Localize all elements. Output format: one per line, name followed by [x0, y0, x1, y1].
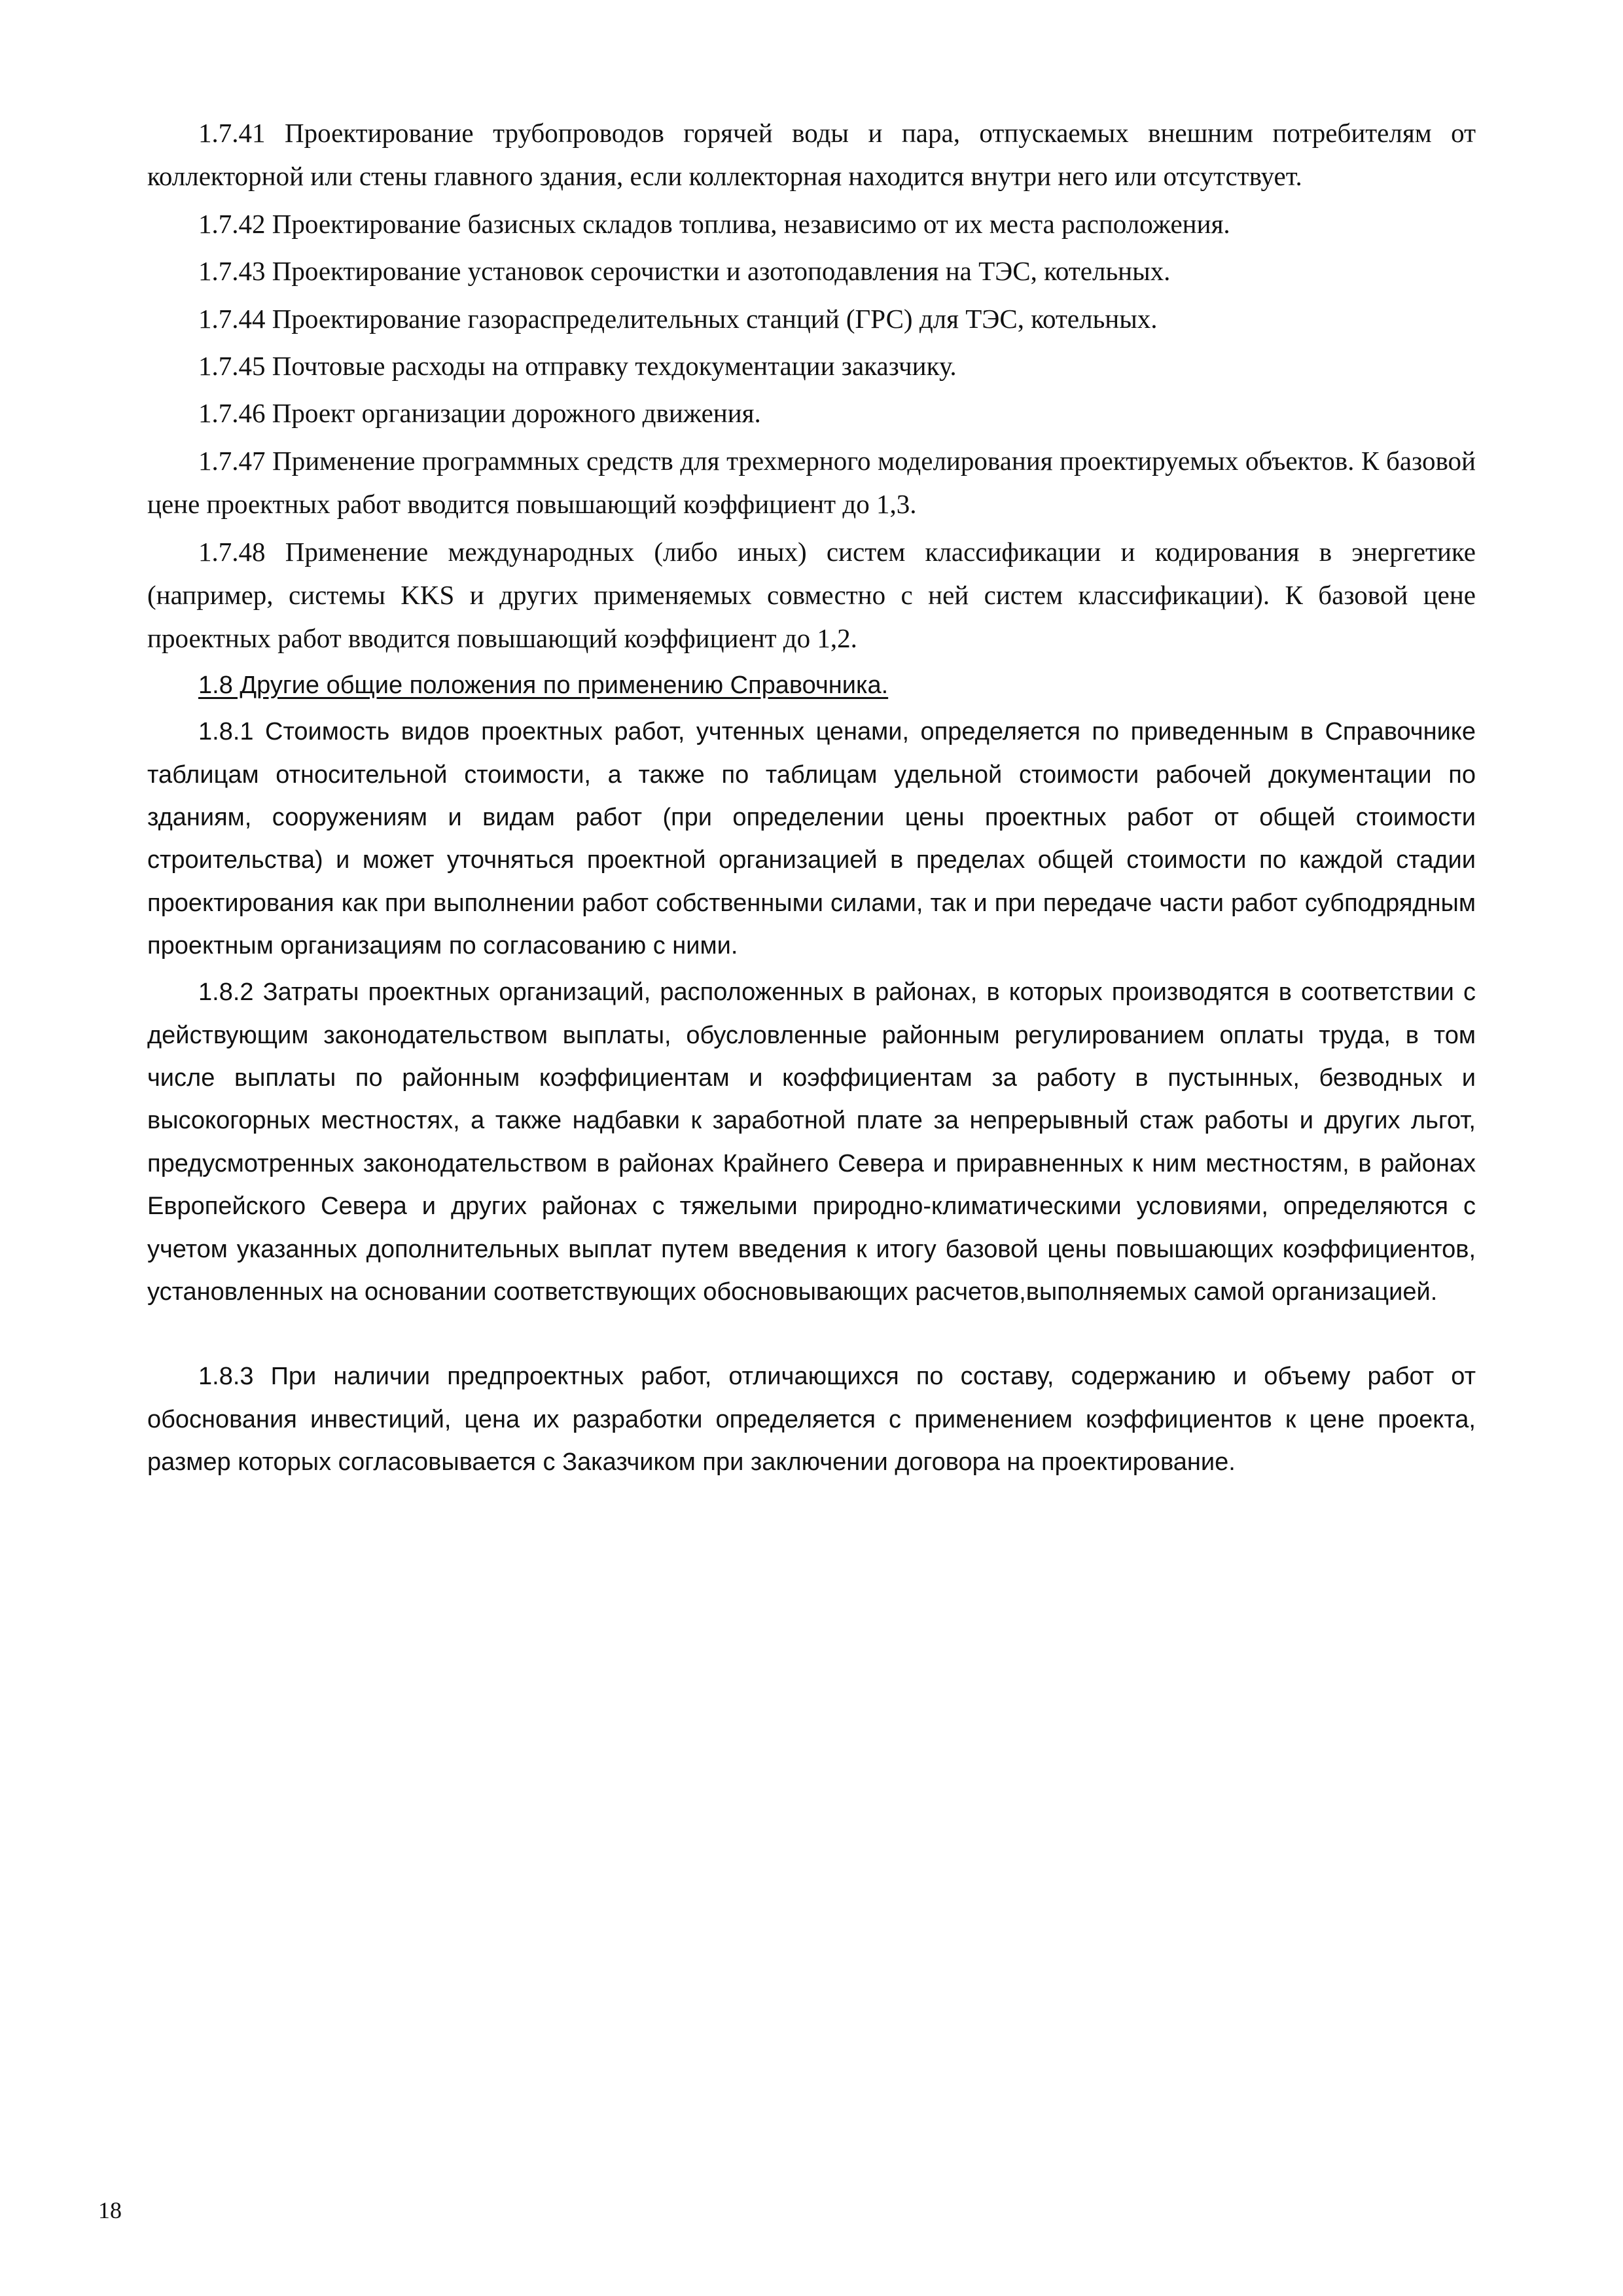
paragraph-1-7-48: 1.7.48 Применение международных (либо иных) систем классификации и кодирования в энергетике (например, системы KKS и других применяемых совместно с ней систем классификации). К базовой цене проектных работ вводится повышающий коэффициент до 1,2. — [147, 536, 1476, 654]
paragraph-1-7-41: 1.7.41 Проектирование трубопроводов горячей воды и пара, отпускаемых внешним потребителям от коллекторной или стены главного здания, если коллекторная находится внутри него или отсутствует. — [147, 118, 1476, 192]
section-heading-1-8: 1.8 Другие общие положения по применению Справочника. — [198, 671, 889, 699]
document-body — [147, 111, 1476, 1484]
paragraph-1-7-46: 1.7.46 Проект организации дорожного движения. — [198, 398, 761, 429]
paragraph-1-8-1: 1.8.1 Стоимость видов проектных работ, учтенных ценами, определяется по приведенным в Справочнике таблицам относительной стоимости, а также по таблицам удельной стоимости рабочей документации по зданиям, сооружениям и видам работ (при определении цены проектных работ от общей стоимости строительства) и может уточняться проектной организацией в пределах общей стоимости по каждой стадии проектирования как при выполнении работ собственными силами, так и при передаче части работ субподрядным проектным организациям по согласованию с ними. — [147, 718, 1476, 960]
paragraph-spacer — [147, 1318, 1476, 1355]
paragraph-1-8-3: 1.8.3 При наличии предпроектных работ, отличающихся по составу, содержанию и объему работ от обоснования инвестиций, цена их разработки определяется с применением коэффициентов к цене проекта, размер которых согласовывается с Заказчиком при заключении договора на проектирование. — [147, 1363, 1476, 1476]
paragraph-1-7-42: 1.7.42 Проектирование базисных складов топлива, независимо от их места расположения. — [198, 208, 1230, 239]
paragraph-1-7-43: 1.7.43 Проектирование установок серочистки и азотоподавления на ТЭС, котельных. — [198, 256, 1171, 287]
paragraph-1-7-44: 1.7.44 Проектирование газораспределительных станций (ГРС) для ТЭС, котельных. — [198, 303, 1158, 334]
paragraph-1-8-2: 1.8.2 Затраты проектных организаций, расположенных в районах, в которых производятся в соответствии с действующим законодательством выплаты, обусловленные районным регулированием оплаты труда, в том числе выплаты по районным коэффициентам и коэффициентам за работу в пустынных, безводных и высокогорных местностях, а также надбавки к заработной плате за непрерывный стаж работы и других льгот, предусмотренных законодательством в районах Крайнего Севера и приравненных к ним местностям, в районах Европейского Севера и других районах с тяжелыми природно-климатическими условиями, определяются с учетом указанных дополнительных выплат путем введения к итогу базовой цены повышающих коэффициентов, установленных на основании соответствующих обосновывающих расчетов,выполняемых самой организацией. — [147, 978, 1476, 1306]
paragraph-1-7-45: 1.7.45 Почтовые расходы на отправку техдокументации заказчику. — [198, 351, 957, 382]
page-number: 18 — [98, 2197, 122, 2223]
paragraph-1-7-47: 1.7.47 Применение программных средств для трехмерного моделирования проектируемых объектов. К базовой цене проектных работ вводится повышающий коэффициент до 1,3. — [147, 445, 1476, 520]
